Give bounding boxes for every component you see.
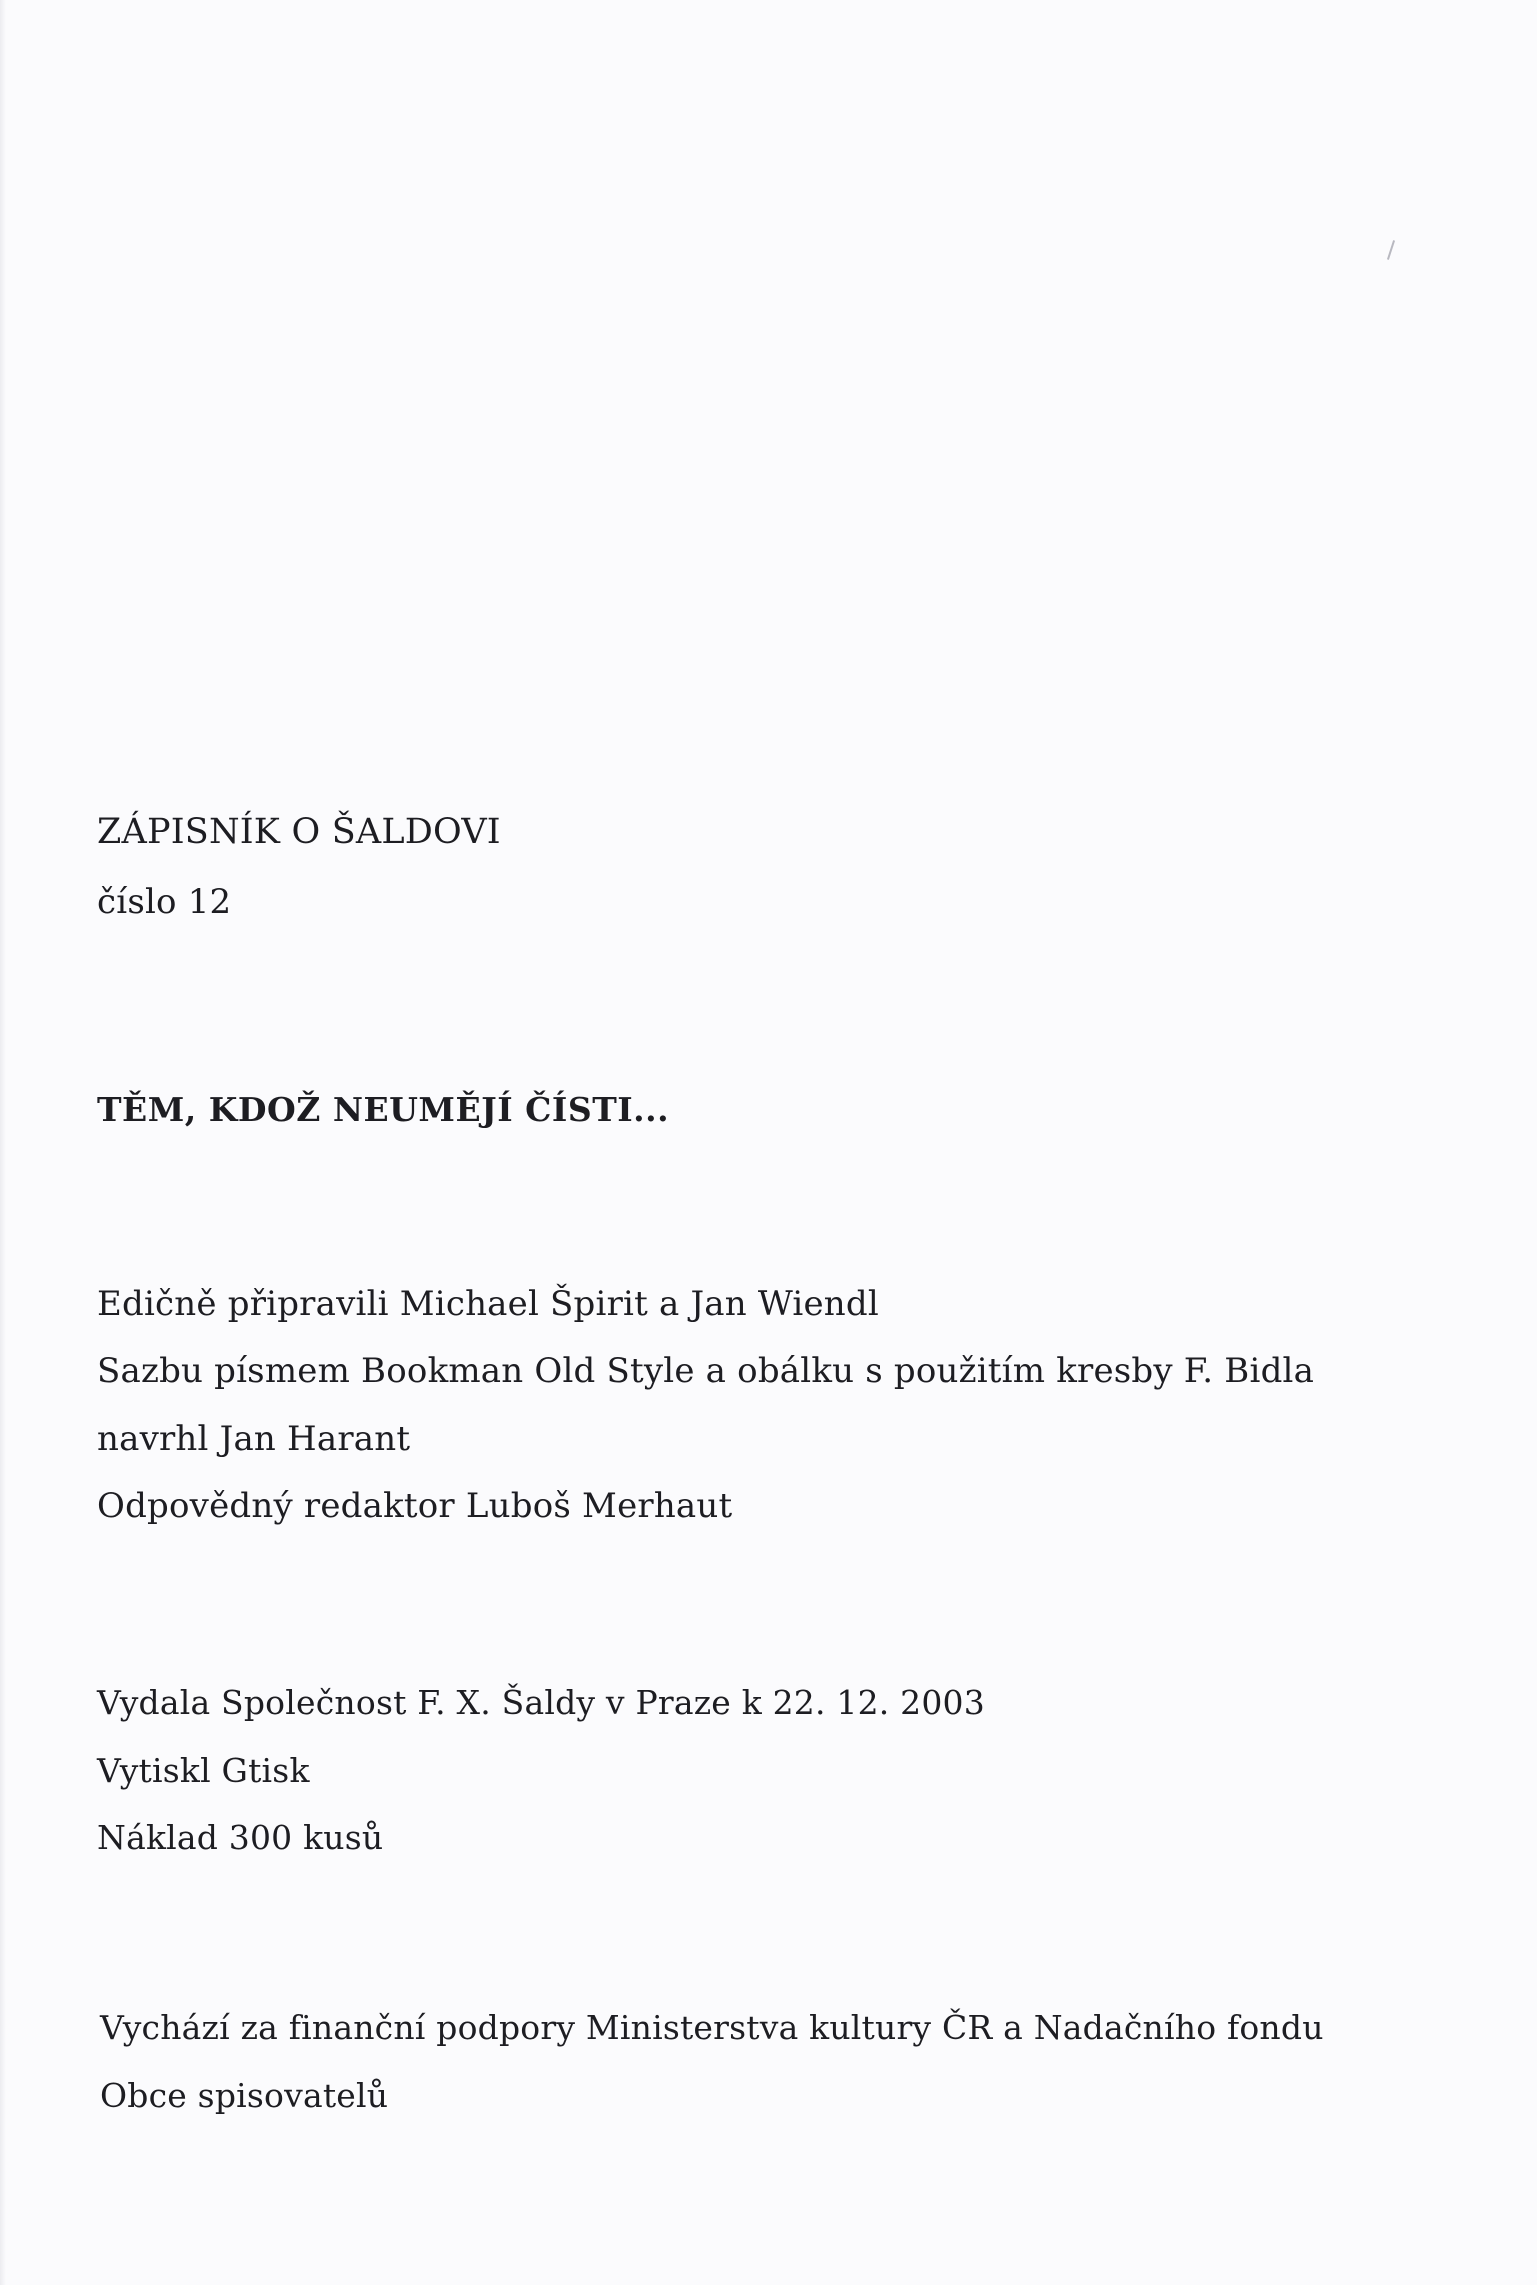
publisher-line: Vydala Společnost F. X. Šaldy v Praze k 22. 12. 2003 [97, 1683, 985, 1722]
book-title: TĚM, KDOŽ NEUMĚJÍ ČÍSTI... [97, 1090, 670, 1129]
credit-editors: Edičně připravili Michael Špirit a Jan Wiendl [97, 1284, 879, 1324]
credit-design-line2: navrhl Jan Harant [97, 1419, 411, 1459]
printer-line: Vytiskl Gtisk [97, 1751, 310, 1790]
support-line2: Obce spisovatelů [100, 2076, 389, 2115]
pencil-mark [1387, 240, 1395, 260]
support-line1: Vychází za finanční podpory Ministerstva kultury ČR a Nadačního fondu [100, 2008, 1324, 2047]
page-edge-shadow [0, 0, 6, 2285]
credit-design-line1: Sazbu písmem Bookman Old Style a obálku s použitím kresby F. Bidla [97, 1351, 1315, 1391]
series-title: ZÁPISNÍK O ŠALDOVI [97, 812, 501, 852]
credit-responsible-editor: Odpovědný redaktor Luboš Merhaut [97, 1486, 733, 1526]
print-run-line: Náklad 300 kusů [97, 1818, 384, 1857]
series-number: číslo 12 [97, 882, 232, 922]
